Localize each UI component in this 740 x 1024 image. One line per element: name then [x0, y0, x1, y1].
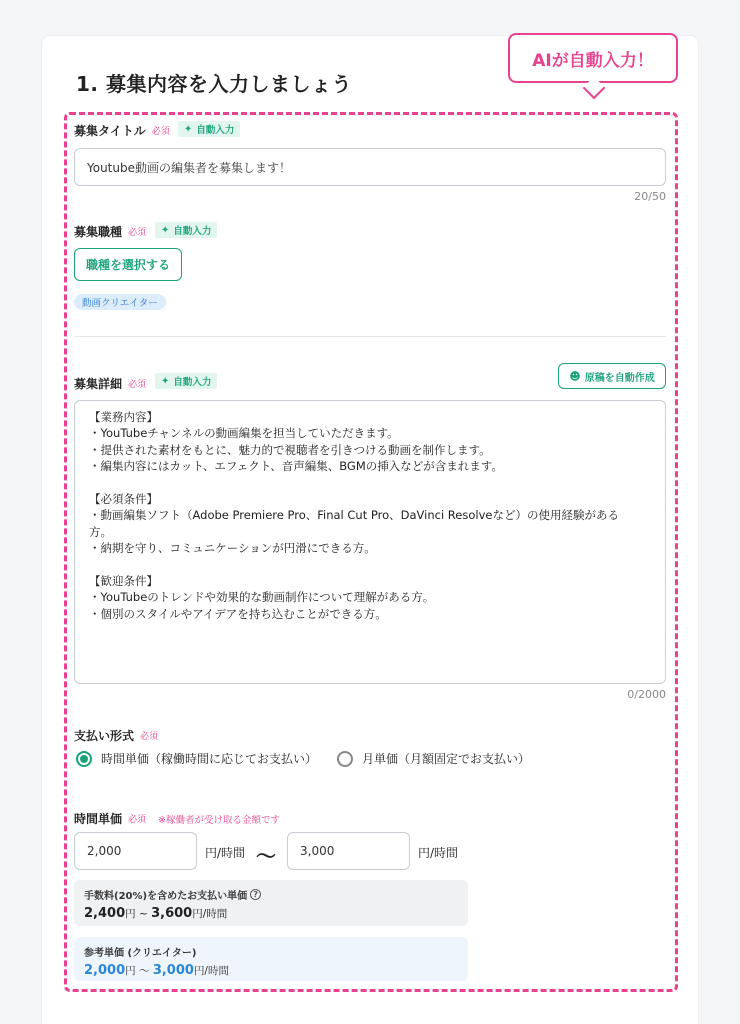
job-type-tag[interactable]: 動画クリエイター: [74, 294, 166, 310]
ai-badge: [155, 222, 217, 238]
required-mark: 必須: [128, 815, 147, 825]
required-mark: 必須: [151, 127, 170, 137]
ref-to: 3,000: [152, 963, 194, 978]
title-label-text: 募集タイトル: [74, 124, 146, 138]
required-mark: 必須: [128, 380, 147, 390]
ref-box-title: 参考単価 (クリエイター): [84, 948, 197, 959]
fee-sep: 円 ~: [125, 908, 152, 920]
title-input[interactable]: [74, 148, 666, 186]
fee-to: 3,600: [151, 906, 193, 921]
reference-rate-box: [74, 937, 468, 981]
ref-from: 2,000: [84, 963, 126, 978]
ai-badge: [178, 121, 240, 137]
title-label: [74, 122, 170, 139]
ai-badge-text: 自動入力: [173, 377, 212, 388]
details-line: 方。: [89, 524, 112, 539]
divider: [74, 336, 666, 337]
hourly-min-value: 2,000: [87, 844, 122, 858]
details-line: ・納期を守り、コミュニケーションが円滑にできる方。: [89, 541, 376, 556]
details-counter: 0/2000: [627, 688, 666, 701]
details-line: [89, 475, 651, 491]
page-title: 1. 募集内容を入力しましょう: [76, 72, 352, 96]
hourly-max-value: 3,000: [300, 844, 335, 858]
radio-hourly[interactable]: [76, 750, 317, 767]
sparkle-icon: ✦: [161, 375, 170, 387]
details-label: [74, 375, 146, 392]
ref-unit: 円/時間: [193, 965, 229, 977]
fee-from: 2,400: [84, 906, 126, 921]
job-type-label: [74, 223, 146, 240]
ai-badge: [155, 373, 217, 389]
details-line: ・編集内容にはカット、エフェクト、音声編集、BGMの挿入などが含まれます。: [89, 459, 503, 474]
radio-checked-icon: [76, 751, 92, 767]
auto-draft-button[interactable]: [558, 363, 666, 389]
radio-monthly-label: 月単価（月額固定でお支払い）: [362, 752, 531, 766]
hourly-min-unit: 円/時間: [205, 846, 246, 860]
auto-draft-button-label: 原稿を自動作成: [584, 372, 655, 384]
hourly-label: [74, 810, 280, 827]
details-line: 【歓迎条件】: [89, 574, 158, 589]
radio-monthly[interactable]: [337, 750, 530, 767]
hourly-min-input[interactable]: [74, 832, 197, 870]
select-job-type-button[interactable]: 職種を選択する: [74, 248, 182, 281]
sparkle-icon: ✦: [161, 224, 170, 236]
ai-badge-text: 自動入力: [173, 226, 212, 237]
ref-sep: 円 〜: [125, 965, 153, 977]
hourly-max-unit: 円/時間: [418, 846, 459, 860]
job-type-label-text: 募集職種: [74, 225, 123, 239]
fee-box-title-text: 手数料(20%)を含めたお支払い単価: [84, 891, 248, 902]
ai-badge-text: 自動入力: [196, 125, 235, 136]
title-counter: 20/50: [634, 190, 666, 203]
details-line: ・YouTubeチャンネルの動画編集を担当していただきます。: [89, 426, 399, 441]
fee-box-title: [84, 887, 458, 902]
fee-box-value: [84, 906, 458, 921]
ai-callout: AIが自動入力！: [508, 33, 678, 83]
details-label-text: 募集詳細: [74, 377, 123, 391]
details-line: ・提供された素材をもとに、魅力的で視聴者を引きつける動画を制作します。: [89, 442, 491, 457]
radio-hourly-label: 時間単価（稼働時間に応じてお支払い）: [101, 752, 318, 766]
hourly-note: ※稼働者が受け取る金額です: [158, 814, 280, 826]
hourly-label-text: 時間単価: [74, 812, 123, 826]
details-textarea[interactable]: [74, 400, 666, 684]
details-line: 【必須条件】: [89, 492, 158, 507]
hourly-max-input[interactable]: [287, 832, 410, 870]
sparkle-icon: ✦: [184, 123, 193, 135]
fee-unit: 円/時間: [192, 908, 228, 920]
details-line: ・動画編集ソフト（Adobe Premiere Pro、Final Cut Pro、DaVinci Resolveなど）の使用経験がある: [89, 508, 619, 523]
payment-label: [74, 727, 158, 744]
payment-label-text: 支払い形式: [74, 729, 135, 743]
details-line: [89, 557, 651, 573]
fee-included-box: [74, 880, 468, 926]
details-line: ・YouTubeのトレンドや効果的な動画制作について理解がある方。: [89, 590, 435, 605]
radio-unchecked-icon: [337, 751, 353, 767]
required-mark: 必須: [128, 228, 147, 238]
details-line: 【業務内容】: [89, 410, 158, 424]
details-line: ・個別のスタイルやアイデアを持ち込むことができる方。: [89, 606, 387, 621]
ref-box-value: [84, 963, 458, 978]
required-mark: 必須: [140, 732, 159, 742]
robot-icon: ☻: [569, 369, 581, 383]
range-tilde: 〜: [256, 844, 276, 868]
title-input-value: Youtube動画の編集者を募集します！: [87, 160, 291, 175]
help-icon[interactable]: ?: [250, 889, 261, 900]
